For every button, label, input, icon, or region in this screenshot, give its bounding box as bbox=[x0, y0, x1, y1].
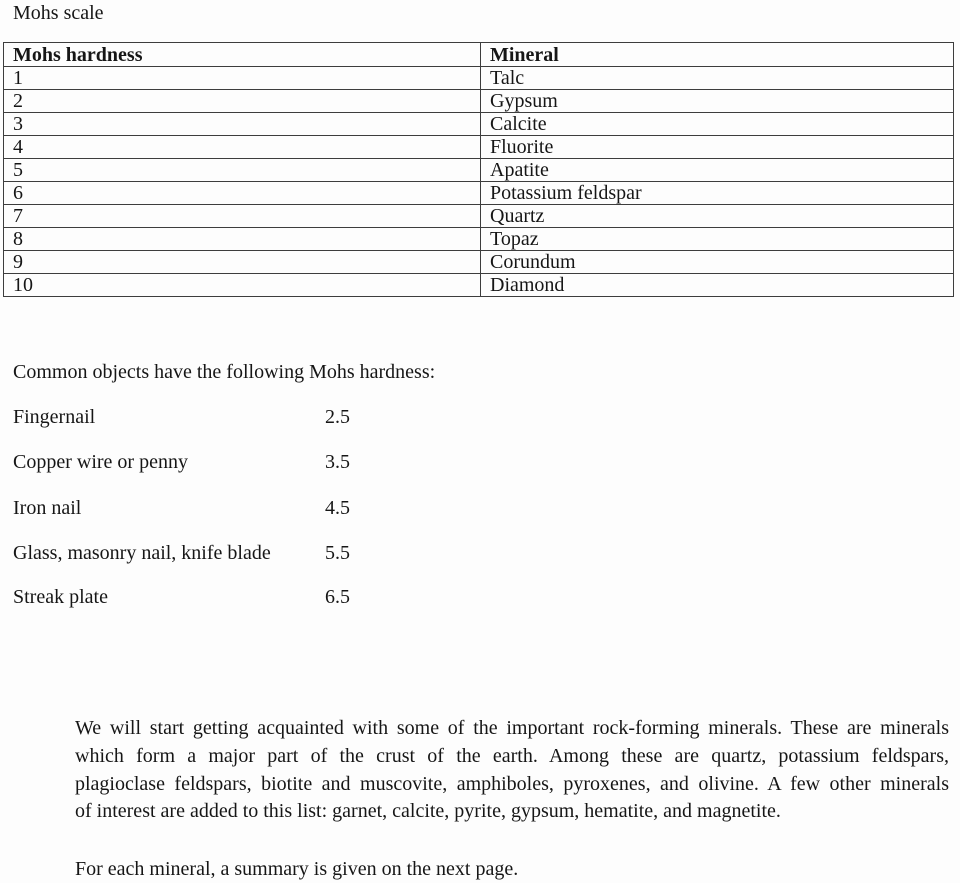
table-row bbox=[4, 182, 954, 205]
mohs-hardness-table bbox=[3, 42, 954, 297]
object-hardness-value: 2.5 bbox=[325, 406, 350, 428]
common-object-row bbox=[13, 495, 433, 521]
object-hardness-value: 4.5 bbox=[325, 497, 350, 519]
mineral-cell: Corundum bbox=[481, 251, 954, 274]
table-row bbox=[4, 90, 954, 113]
table-row bbox=[4, 159, 954, 182]
page-title: Mohs scale bbox=[13, 2, 104, 24]
hardness-cell: 2 bbox=[4, 90, 481, 113]
table-row bbox=[4, 251, 954, 274]
common-object-row bbox=[13, 584, 433, 610]
hardness-cell: 4 bbox=[4, 136, 481, 159]
hardness-cell: 10 bbox=[4, 274, 481, 297]
hardness-cell: 5 bbox=[4, 159, 481, 182]
hardness-cell: 9 bbox=[4, 251, 481, 274]
object-hardness-value: 5.5 bbox=[325, 542, 350, 564]
object-label: Iron nail bbox=[13, 497, 82, 519]
common-object-row bbox=[13, 540, 433, 566]
mineral-cell: Topaz bbox=[481, 228, 954, 251]
hardness-cell: 3 bbox=[4, 113, 481, 136]
object-label: Fingernail bbox=[13, 406, 96, 428]
hardness-cell: 6 bbox=[4, 182, 481, 205]
column-header-mineral: Mineral bbox=[481, 43, 954, 67]
table-header-row bbox=[4, 43, 954, 67]
common-object-row bbox=[13, 449, 433, 475]
hardness-cell: 8 bbox=[4, 228, 481, 251]
mineral-cell: Fluorite bbox=[481, 136, 954, 159]
mineral-cell: Gypsum bbox=[481, 90, 954, 113]
hardness-cell: 7 bbox=[4, 205, 481, 228]
closing-sentence: For each mineral, a summary is given on the next page. bbox=[75, 858, 519, 880]
paragraph-line: We will start getting acquainted with some of the important rock-forming minerals. These are minerals bbox=[75, 717, 949, 739]
table-row bbox=[4, 136, 954, 159]
paragraph-line: of interest are added to this list: garnet, calcite, pyrite, gypsum, hematite, and magnetite. bbox=[75, 800, 781, 823]
mineral-cell: Talc bbox=[481, 67, 954, 90]
object-label: Copper wire or penny bbox=[13, 451, 188, 473]
table-row bbox=[4, 113, 954, 136]
object-label: Streak plate bbox=[13, 586, 108, 608]
table-row bbox=[4, 67, 954, 90]
common-object-row bbox=[13, 404, 433, 430]
hardness-cell: 1 bbox=[4, 67, 481, 90]
mineral-cell: Potassium feldspar bbox=[481, 182, 954, 205]
paragraph-line: which form a major part of the crust of the earth. Among these are quartz, potassium feldspars, bbox=[75, 744, 949, 767]
table-row bbox=[4, 274, 954, 297]
common-objects-heading: Common objects have the following Mohs hardness: bbox=[13, 361, 436, 383]
table-row bbox=[4, 228, 954, 251]
mineral-cell: Apatite bbox=[481, 159, 954, 182]
mineral-cell: Quartz bbox=[481, 205, 954, 228]
mineral-cell: Diamond bbox=[481, 274, 954, 297]
mineral-cell: Calcite bbox=[481, 113, 954, 136]
column-header-mohs-hardness: Mohs hardness bbox=[4, 43, 481, 67]
object-hardness-value: 3.5 bbox=[325, 451, 350, 473]
paragraph-line: plagioclase feldspars, biotite and muscovite, amphiboles, pyroxenes, and olivine. A few other minerals bbox=[75, 772, 949, 795]
intro-paragraph bbox=[75, 715, 949, 826]
table-row bbox=[4, 205, 954, 228]
object-hardness-value: 6.5 bbox=[325, 586, 350, 608]
object-label: Glass, masonry nail, knife blade bbox=[13, 542, 271, 564]
